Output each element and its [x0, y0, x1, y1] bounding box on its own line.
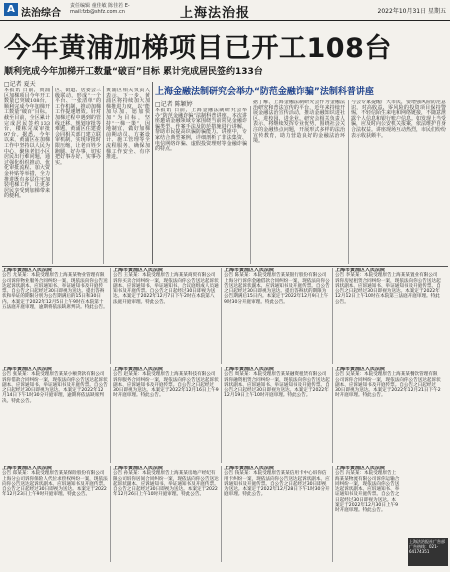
court-notice [113, 466, 219, 562]
notice-column-divider [332, 367, 333, 463]
column-divider [250, 106, 251, 264]
notice-court-name: 上海市黄浦区人民法院 [224, 466, 275, 471]
main-subhead: 顺利完成今年加梯开工数量“破百”目标 累计完成居民签约133台 [4, 67, 263, 77]
article2-column-1: 本报讯 日前，上海金融法制研究会举办“防范金融诈骗”法制科普讲座。本次讲座邀请金融领域专家围绕当前常见金融诈骗类型、作案手法及防范措施进行讲解，帮助市民提高识骗防骗能力。讲座中，专家结合典型案例，详细剖析了非法集资、电信网络诈骗、虚假投资理财等金融诈骗的特点。 [155, 108, 247, 153]
article2-column-3: 与会专家提醒广大市民，要增强风险防范意识，对高收益、零风险的投资项目保持警惕，不轻信陌生来电和网络链接，不随意泄露个人信息和银行账户信息。如发现上当受骗，应及时向公安机关报案，依法维护自身合法权益。讲座现场互动热烈，市民们纷纷表示收获颇丰。 [351, 100, 446, 139]
notice-court-name: 上海市黄浦区人民法院 [113, 268, 164, 273]
notice-body: 公告 张某某：本院受理原告某某小额贷款有限公司诉你借款合同纠纷一案，现依法向你公告送达起诉状副本、应诉通知书、举证通知书及开庭传票。自公告之日起经过30日即视为送达。本案定于2022年12月14日下午1时30分开庭审理，逾期将依法缺席判决。特此公告。 [2, 372, 108, 404]
editor-credit: 责任编辑 童佳敏 陈佳若 E-mail:fzb@shfz.com.cn [70, 3, 130, 15]
article1-column-3: 黄浦区相关负责人表示，下一步，黄浦区将持续加大加梯推进力度，以“能加尽加、愿加快加”为目标，坚持“一梯一策”，因地制宜，做好加梯前期动员、方案设计、施工管理等全流程服务，确保加梯工作安全、有序推进。 [106, 88, 150, 161]
notice-column-divider [110, 268, 111, 364]
notice-body: 公告 周某某：本院受理原告某某融资租赁有限公司诉你融资租赁合同纠纷一案，现依法向你公告送达起诉状副本、应诉通知书、举证通知书及开庭传票。自公告之日起经过30日即视为送达。本案定于2022年12月19日上午10时开庭审理。特此公告。 [224, 372, 330, 399]
column-divider [103, 86, 104, 264]
court-notice [335, 367, 441, 463]
notice-court-name: 上海市黄浦区人民法院 [335, 268, 386, 273]
notice-court-name: 上海市黄浦区人民法院 [335, 367, 386, 372]
court-notice [224, 466, 330, 562]
masthead [0, 0, 450, 21]
article1-column-2: 区、街道、居委会三级联动，形成“一个平台、一张清单”的工作机制，推动加梯工作提速增效。针对加梯过程中遇到的管线迁移、规划审批等难题，黄浦区住建委会同相关部门建立联审机制，实现审批时限压缩，让老百姓少跑腿、好办事，切实把好事办好、实事办实。 [55, 88, 101, 166]
notices-divider [2, 266, 448, 267]
notice-body: 公告 吴某某：本院受理原告上海某某餐饮管理有限公司诉你合同纠纷一案，现依法向你公告送达起诉状副本、应诉通知书及开庭传票。自公告之日起经过30日即视为送达。本案定于2022年12月21日下午2时开庭审理。特此公告。 [335, 372, 441, 399]
notice-court-name: 上海市黄浦区人民法院 [2, 466, 53, 471]
notice-court-name: 上海市黄浦区人民法院 [113, 367, 164, 372]
notice-column-divider [110, 466, 111, 562]
notice-body: 公告 孙某某：本院受理原告上海某某房地产经纪有限公司诉你居间合同纠纷一案，现依法向你公告送达起诉状副本、应诉通知书、举证通知书及开庭传票。自公告之日起经过30日即视为送达。本案定于2022年12月26日上午10时开庭审理。特此公告。 [113, 471, 219, 498]
notice-court-name: 上海市黄浦区人民法院 [2, 367, 53, 372]
court-notice [224, 268, 330, 364]
notice-body: 公告 王某某：本院受理原告上海某某商贸有限公司诉你买卖合同纠纷一案，现依法向你公告送达起诉状副本、应诉通知书、举证通知书、合议庭组成人员通知书及开庭传票。自公告之日起经过30日即视为送达。本案定于2022年12月7日下午2时在本院第八法庭开庭审理。特此公告。 [113, 273, 219, 305]
notice-column-divider [221, 268, 222, 364]
notice-court-name: 上海市黄浦区人民法院 [224, 268, 275, 273]
section-name: 法治综合 [21, 8, 61, 19]
notice-court-name: 上海市黄浦区人民法院 [224, 367, 275, 372]
notice-court-name: 上海市黄浦区人民法院 [335, 466, 386, 471]
section-logo-icon: A [4, 3, 18, 16]
notice-body: 公告 冯某某：本院受理原告上海某某物流有限公司诉你运输合同纠纷一案，现依法向你公告送达起诉状副本、应诉通知书、举证通知书及开庭传票。自公告之日起经过30日即视为送达。本案定于2022年12月30日上午9时开庭审理。特此公告。 [335, 471, 400, 514]
notice-column-divider [332, 466, 333, 562]
article2-byline: □记者 陈颖婷 [155, 101, 193, 108]
notice-body: 公告 李某某：本院受理原告上海某某置业有限公司诉你房屋租赁合同纠纷一案，现依法向你公告送达起诉状副本、应诉通知书、举证通知书及开庭传票。自公告之日起经过30日即视为送达。本案定于2022年12月12日上午10时在本院第三法庭开庭审理。特此公告。 [335, 273, 441, 305]
court-notice [2, 268, 108, 364]
court-notice [2, 367, 108, 463]
main-headline: 今年黄浦加梯项目已开工108台 [4, 33, 392, 64]
notice-body: 公告 尤某某：本院受理原告上海某某物业管理有限公司诉你物业服务合同纠纷一案，现依法向你公告送达起诉状副本、应诉通知书、举证通知书及开庭传票。自公告之日起经过30日即视为送达。提出答辩状和举证的期限分别为公告期满后的15日和30日内。本案定于2022年12月5日上午9时在本院第十五法庭开庭审理，逾期将依法缺席判决。特此公告。 [2, 273, 108, 311]
court-notice [335, 268, 441, 364]
article2-title: 上海金融法制研究会举办“防范金融诈骗”法制科普讲座 [155, 87, 374, 97]
notice-body: 公告 钱某某：本院受理原告某某信用卡中心诉你信用卡纠纷一案，现依法向你公告送达起诉状副本、应诉通知书及开庭传票。自公告之日起经过30日即视为送达。本案定于2022年12月28日下午1时30分开庭审理。特此公告。 [224, 471, 330, 498]
notice-column-divider [332, 268, 333, 364]
ad-box: 上海法治报社广告部 广告热线：021-64174351 [408, 538, 448, 566]
notice-body: 公告 陈某某：本院受理原告某某银行股份有限公司上海分行诉你金融借款合同纠纷一案，现依法向你公告送达起诉状副本、应诉通知书及开庭传票。自公告之日起经过30日即视为送达。提出答辩状的期限为公告期满后15日内。本案定于2022年12月9日上午9时30分开庭审理。特此公告。 [224, 273, 330, 305]
notice-court-name: 上海市黄浦区人民法院 [113, 466, 164, 471]
court-notice [224, 367, 330, 463]
issue-date: 2022年10月31日 星期五 [377, 8, 446, 15]
notice-body: 公告 赵某某：本院受理原告上海某某科技有限公司诉你服务合同纠纷一案，现依法向你公告送达起诉状副本、应诉通知书及开庭传票。自公告之日起经过30日即视为送达。本案定于2022年12月16日上午9时开庭审理。特此公告。 [113, 372, 219, 399]
court-notices [2, 268, 448, 568]
notice-column-divider [221, 367, 222, 463]
column-divider [348, 100, 349, 264]
court-notice [113, 268, 219, 364]
notice-column-divider [110, 367, 111, 463]
notice-court-name: 上海市黄浦区人民法院 [2, 268, 53, 273]
column-divider [52, 86, 53, 264]
section-divider [152, 82, 153, 264]
article1-byline: □记者 夏天 [4, 81, 36, 88]
article2-column-2: 据了解，上海金融法制研究会作为金融法治研究和普法宣传的平台，近年来持续开展金融法治宣传活动，推动金融知识进社区、进校园、进企业。研究会相关负责人表示，将继续发挥专业优势，围绕社会关注的金融热点问题，开展形式多样的法治宣传教育，助力营造良好的金融法治环境。 [253, 100, 345, 145]
court-notice [335, 466, 400, 562]
newspaper-name: 上海法治报 [180, 6, 251, 21]
notice-body: 公告 郑某某：本院受理原告某某保险股份有限公司上海分公司诉你保险人代位求偿权纠纷一案，现依法向你公告送达起诉状副本、应诉通知书及开庭传票。自公告之日起经过30日即视为送达。本案定于2022年12月23日上午9时开庭审理。特此公告。 [2, 471, 108, 498]
article1-column-1: 本报讯 日前，黄浦区加梯项目今年开工数量已突破108台，顺利完成今年加梯开工数量“破百”目标。截至目前，全区累计完成居民签约133台，楼栋完成审批97台。据悉，今年以来，黄浦区在加梯工作中坚持以人民为中心，聚焦老旧小区居民出行难问题，通过强化组织推动、优化审批流程、加大资金补贴等举措，全力推进既有多层住宅加装电梯工作，让更多居民享受到加梯带来的便利。 [4, 88, 50, 200]
court-notice [2, 466, 108, 562]
court-notice [113, 367, 219, 463]
notice-column-divider [221, 466, 222, 562]
